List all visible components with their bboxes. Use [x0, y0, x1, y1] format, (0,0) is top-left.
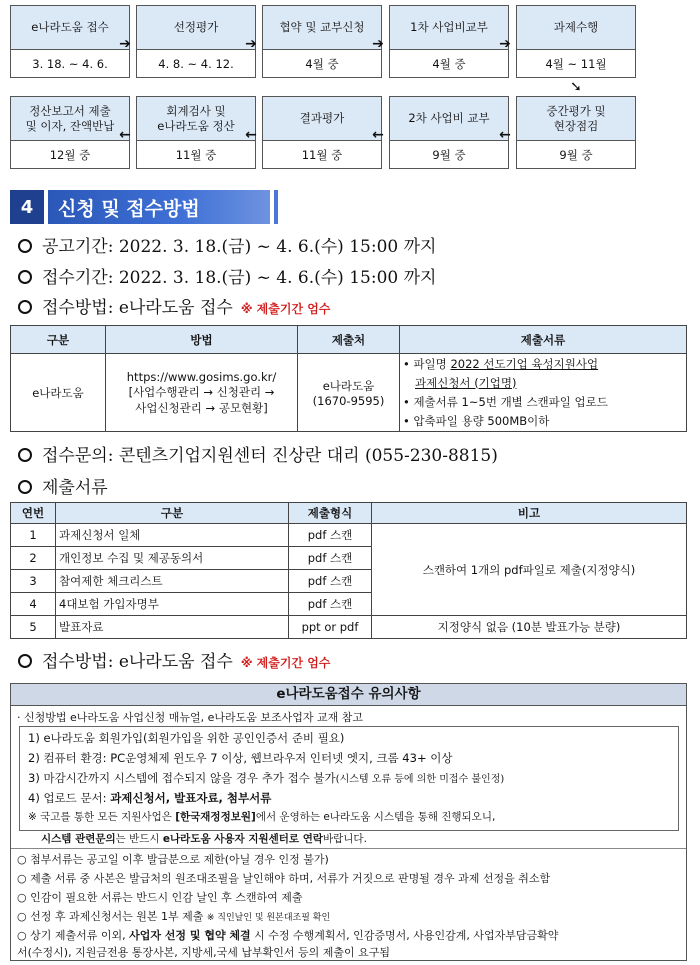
step-text: 는 반드시 [115, 833, 163, 845]
bullet-text: 접수문의: 콘텐츠기업지원센터 진상란 대리 (055-230-8815) [42, 446, 498, 466]
arrow-right-icon: ➔ [372, 36, 384, 52]
documents-table [10, 502, 687, 639]
documents-cell [400, 354, 687, 432]
table-header: 비고 [372, 503, 687, 524]
notice-step: 2) 컴퓨터 환경: PC운영체제 윈도우 7 이상, 웹브라우저 인터넷 엣지, 크롬 43+ 이상 [28, 751, 453, 765]
flow-step-label: 2차 사업비 교부 [390, 97, 508, 141]
flow-step-7 [389, 96, 509, 169]
circle-bullet-icon [18, 270, 32, 284]
notice-step: 1) e나라도움 회원가입(회원가입을 위한 공인인증서 준비 필요) [28, 731, 345, 745]
circle-bullet-icon [18, 239, 32, 253]
flow-step-label: 회계검사 및 e나라도움 정산 [137, 97, 255, 141]
row-no: 2 [11, 547, 56, 570]
flow-step-date: 9월 중 [559, 148, 593, 162]
notice-item [17, 908, 330, 924]
doc-item: • 압축파일 용량 500MB이하 [403, 413, 550, 428]
flow-step-4 [389, 5, 509, 78]
flow-step-label: 협약 및 교부신청 [263, 6, 381, 50]
notice-divider [11, 848, 686, 849]
doc-text: 제출서류 1~5번 개별 스캔파일 업로드 [413, 394, 608, 409]
arrow-down-icon: ➘ [570, 79, 582, 95]
notice-item: ○ 첨부서류는 공고일 이후 발급분으로 제한(아닐 경우 인정 불가) [17, 853, 329, 866]
step-text: 에서 운영하는 e나라도움 시스템을 통해 진행되오니, [255, 811, 496, 823]
destination-name: e나라도움 [322, 378, 375, 393]
flow-step-date: 9월 중 [432, 148, 466, 162]
bullet-receipt-method [18, 293, 330, 318]
step-text: 바랍니다. [323, 833, 367, 845]
flow-step-label: e나라도움 접수 [11, 6, 129, 50]
item-text: ※ 직인날인 및 원본대조필 확인 [206, 913, 331, 923]
flow-step-3 [262, 5, 382, 78]
table-header: 제출서류 [400, 326, 687, 354]
table-header: 구분 [11, 326, 106, 354]
flow-step-2 [136, 5, 256, 78]
flow-step-date: 11월 중 [301, 148, 343, 162]
item-text: 시 수정 수행계획서, 인감증명서, 사용인감계, 사업자부담금확약 [250, 929, 559, 942]
flow-step-8 [262, 96, 382, 169]
circle-bullet-icon [18, 654, 32, 668]
flow-step-9 [136, 96, 256, 169]
method-table [10, 325, 687, 432]
doc-text: 압축파일 용량 500MB이하 [413, 413, 550, 428]
row-name: 과제신청서 일체 [56, 524, 289, 547]
step-text: 과제신청서, 발표자료, 첨부서류 [110, 791, 272, 805]
row-format: ppt or pdf [289, 616, 372, 639]
flow-step-date: 11월 중 [175, 148, 217, 162]
bullet-receipt-method-2 [18, 647, 330, 672]
flow-step-label: 중간평가 및 현장점검 [517, 97, 635, 141]
step-text: 4) 업로드 문서: [28, 791, 111, 805]
table-row [11, 524, 687, 547]
bullet-receipt-period [18, 263, 436, 288]
flow-step-date: 4월 중 [305, 57, 339, 71]
arrow-right-icon: ➔ [245, 36, 257, 52]
method-cell [106, 354, 298, 432]
table-header: 방법 [106, 326, 298, 354]
arrow-left-icon: ← [499, 127, 511, 143]
doc-item: • 제출서류 1~5번 개별 스캔파일 업로드 [403, 394, 608, 409]
deadline-note: ※ 제출기간 엄수 [240, 656, 331, 670]
notice-intro: · 신청방법 e나라도움 사업신청 매뉴얼, e나라도움 보조사업자 교재 참고 [17, 711, 364, 724]
table-header: 연번 [11, 503, 56, 524]
notice-item [17, 927, 558, 943]
bullet-documents [18, 473, 108, 498]
row-format: pdf 스캔 [289, 593, 372, 616]
notice-step [41, 831, 367, 846]
flow-step-label: 결과평가 [263, 97, 381, 141]
circle-bullet-icon [18, 300, 32, 314]
doc-item: • 파일명 2022 선도기업 육성지원사업 [403, 356, 599, 371]
destination-cell [298, 354, 400, 432]
step-text: 시스템 관련문의 [41, 833, 116, 845]
row-format: pdf 스캔 [289, 524, 372, 547]
destination-phone: (1670-9595) [312, 393, 385, 408]
notice-steps-box [19, 726, 679, 831]
doc-text: 2022 선도기업 육성지원사업 [450, 356, 599, 371]
row-name: 발표자료 [56, 616, 289, 639]
row-format: pdf 스캔 [289, 570, 372, 593]
merged-note: 스캔하여 1개의 pdf파일로 제출(지정양식) [372, 524, 687, 616]
circle-bullet-icon [18, 448, 32, 462]
flow-step-1 [10, 5, 130, 78]
flow-step-5 [516, 5, 636, 78]
section-bar [274, 190, 278, 224]
step-text: [한국재정정보원] [175, 811, 256, 823]
table-row [11, 616, 687, 639]
item-text: 사업자 선정 및 협약 체결 [129, 929, 251, 942]
row-name: 4대보험 가입자명부 [56, 593, 289, 616]
flow-step-date: 4월 중 [432, 57, 466, 71]
circle-bullet-icon [18, 480, 32, 494]
step-text: 3) 마감시간까지 시스템에 접수되지 않을 경우 추가 접수 불가 [28, 771, 336, 785]
doc-text: 과제신청서 (기업명) [415, 375, 517, 390]
row-name: 개인정보 수집 및 제공동의서 [56, 547, 289, 570]
notice-step [28, 770, 504, 786]
item-text: ○ 선정 후 과제신청서는 원본 1부 제출 [17, 910, 207, 923]
step-text: e나라도움 사용자 지원센터로 연락 [162, 833, 323, 845]
table-header: 제출처 [298, 326, 400, 354]
flow-step-label: 과제수행 [517, 6, 635, 50]
row-format: pdf 스캔 [289, 547, 372, 570]
flow-step-label: 1차 사업비교부 [390, 6, 508, 50]
arrow-left-icon: ← [245, 127, 257, 143]
section-title: 신청 및 접수방법 [48, 190, 270, 224]
arrow-right-icon: ➔ [119, 36, 131, 52]
notice-step [28, 790, 271, 806]
bullet-inquiry [18, 441, 498, 466]
table-header: 구분 [56, 503, 289, 524]
step-text: ※ 국고를 통한 모든 지원사업은 [28, 811, 176, 823]
arrow-left-icon: ← [119, 127, 131, 143]
notice-item: 서(수정시), 지원금전용 통장사본, 지방세,국세 납부확인서 등의 제출이 요구됨 [17, 946, 390, 959]
flow-step-date: 3. 18. ~ 4. 6. [32, 57, 108, 71]
bullet-announcement-period [18, 232, 436, 257]
doc-text: 파일명 [413, 356, 451, 371]
row-no: 3 [11, 570, 56, 593]
flow-step-date: 4. 8. ~ 4. 12. [158, 57, 234, 71]
row-name: 참여제한 체크리스트 [56, 570, 289, 593]
flow-step-10 [10, 96, 130, 169]
row-no: 5 [11, 616, 56, 639]
step-text: (시스템 오류 등에 의한 미접수 불인정) [335, 774, 505, 785]
notice-step [28, 809, 495, 824]
notice-item: ○ 제출 서류 중 사본은 발급처의 원조대조필을 날인해야 하며, 서류가 거짓으로 판명될 경우 과제 선정을 취소함 [17, 872, 551, 885]
item-text: ○ 상기 제출서류 이외, [17, 929, 130, 942]
flow-step-label: 정산보고서 제출 및 이자, 잔액반납 [11, 97, 129, 141]
notice-item: ○ 인감이 필요한 서류는 반드시 인감 날인 후 스캔하여 제출 [17, 891, 303, 904]
menu-path: 사업신청관리 → 공모현황] [135, 400, 268, 415]
flow-step-date: 4월 ~ 11월 [545, 57, 607, 71]
row-note: 지정양식 없음 (10분 발표가능 분량) [372, 616, 687, 639]
bullet-text: 접수기간: 2022. 3. 18.(금) ~ 4. 6.(수) 15:00 까지 [42, 268, 437, 288]
table-header: 제출형식 [289, 503, 372, 524]
notice-title: e나라도움접수 유의사항 [11, 684, 686, 706]
arrow-right-icon: ➔ [499, 36, 511, 52]
flow-step-date: 12월 중 [49, 148, 91, 162]
bullet-text: 접수방법: e나라도움 접수 [42, 298, 233, 318]
row-no: 4 [11, 593, 56, 616]
notice-box [10, 683, 687, 961]
arrow-left-icon: ← [372, 127, 384, 143]
flow-step-6 [516, 96, 636, 169]
section-number: 4 [10, 190, 44, 224]
row-no: 1 [11, 524, 56, 547]
deadline-note: ※ 제출기간 엄수 [240, 302, 331, 316]
menu-path: [사업수행관리 → 신청관리 → [128, 384, 275, 399]
type-cell: e나라도움 [11, 354, 106, 432]
bullet-text: 제출서류 [42, 478, 108, 498]
doc-item [403, 374, 683, 393]
bullet-text: 공고기간: 2022. 3. 18.(금) ~ 4. 6.(수) 15:00 까지 [42, 237, 437, 257]
flow-step-label: 선정평가 [137, 6, 255, 50]
bullet-text: 접수방법: e나라도움 접수 [42, 652, 233, 672]
site-url[interactable]: https://www.gosims.go.kr/ [126, 369, 277, 384]
